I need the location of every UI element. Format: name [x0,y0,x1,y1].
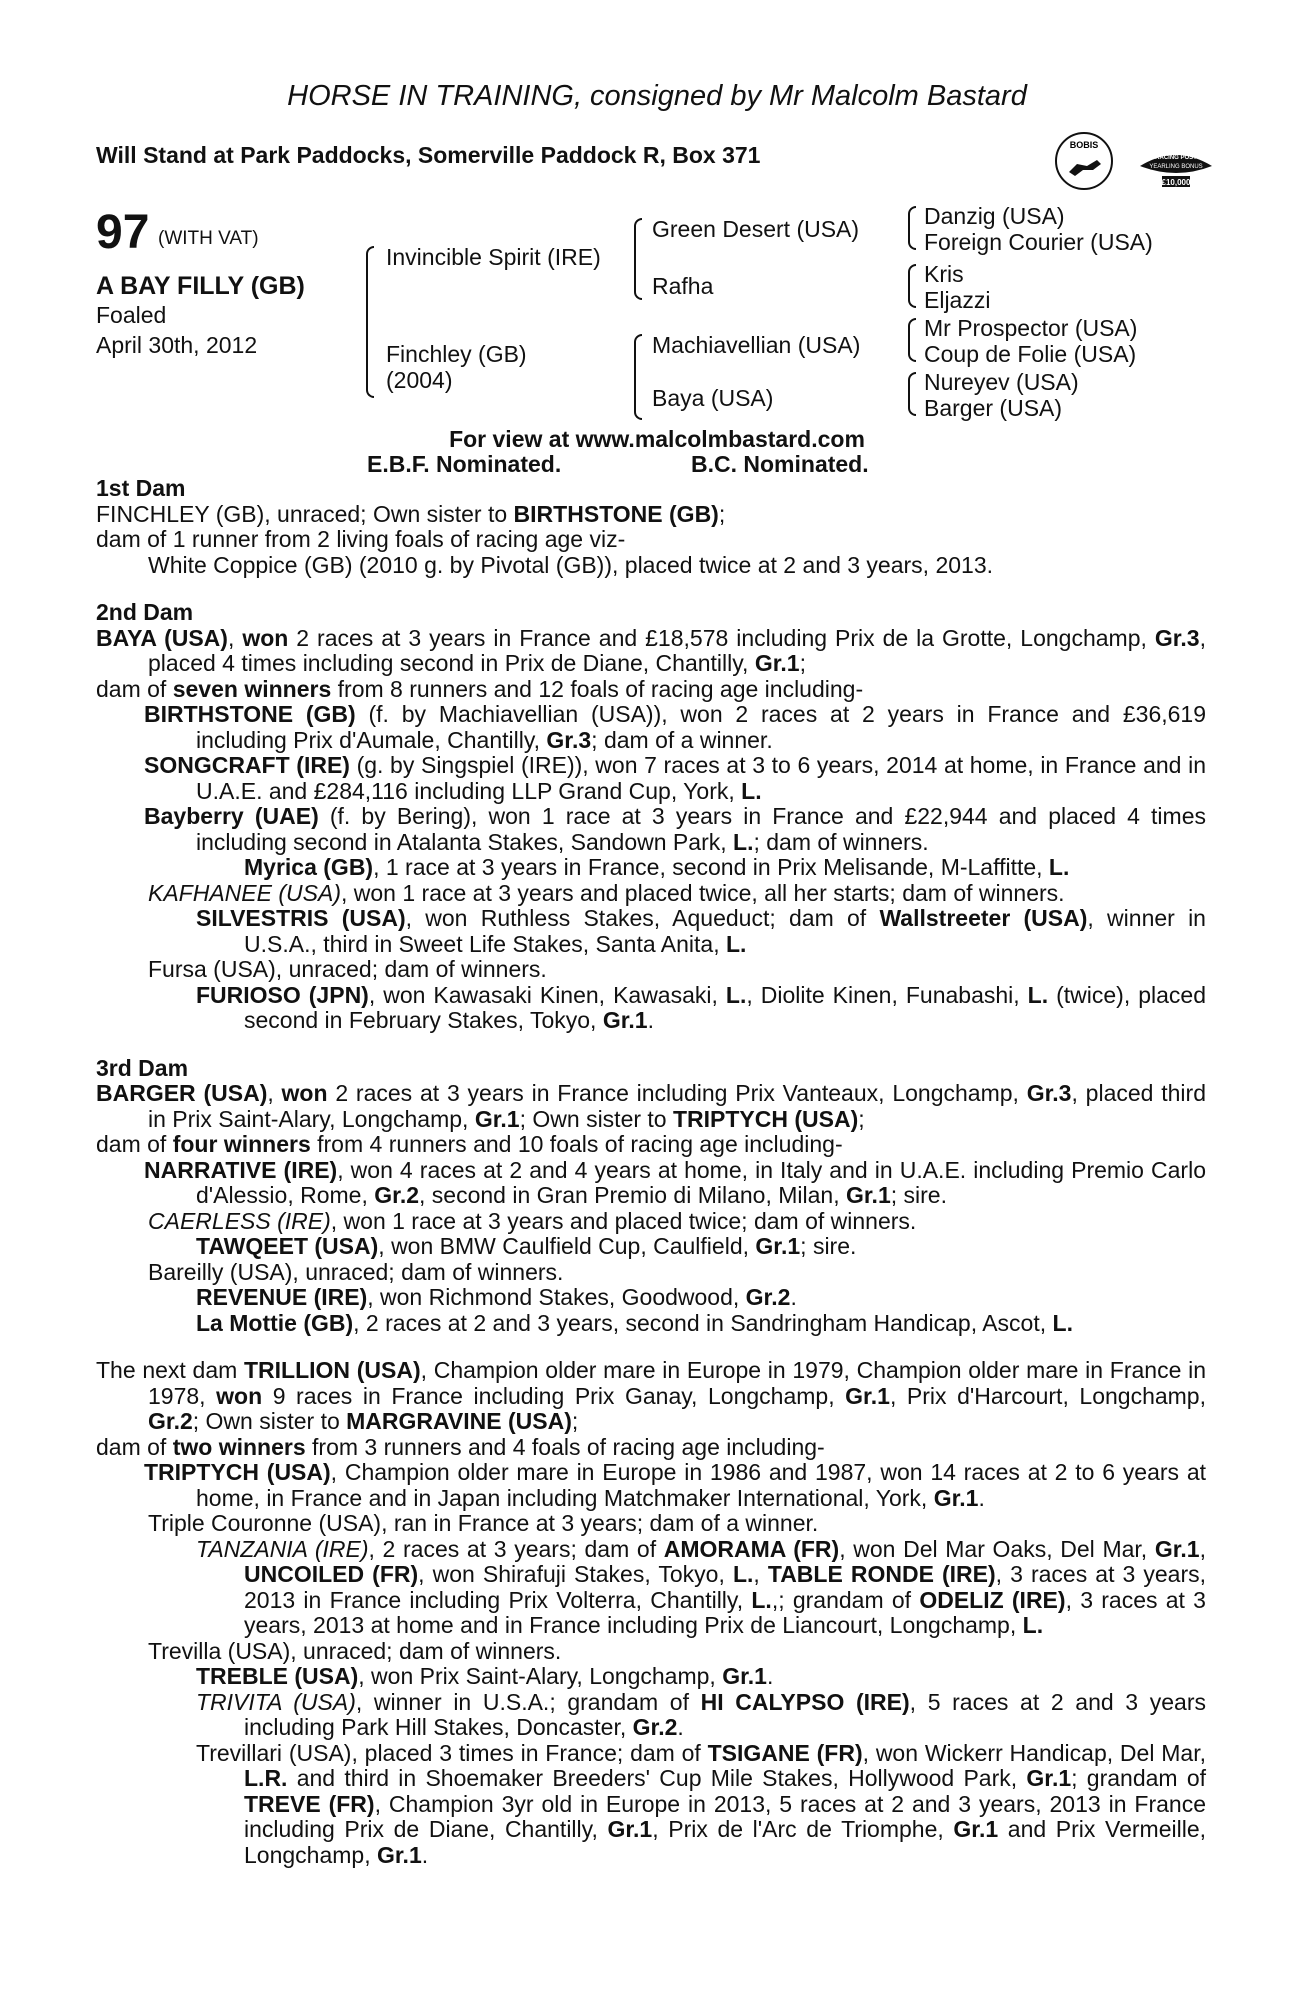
dam-sire-dam: Coup de Folie (USA) [924,341,1137,367]
sire-dam-dam: Eljazzi [924,287,991,313]
third-dam-line: dam of four winners from 4 runners and 10 foals of racing age including- [96,1131,843,1157]
first-dam-heading: 1st Dam [96,475,186,501]
bobis-logo-text: BOBIS [1069,140,1099,150]
pedigree-bracket-dd [908,372,916,416]
sire-sire-dam: Foreign Courier (USA) [924,229,1153,255]
sire-dam-sire: Kris [924,261,964,287]
next-dam-produce: Triple Couronne (USA), ran in France at 3 years; dam of a winner. [148,1510,819,1536]
website-note: For view at www.malcolmbastard.com [449,426,865,452]
third-dam-produce: NARRATIVE (IRE), won 4 races at 2 and 4 years at home, in Italy and in U.A.E. including Premio Carlo d'Alessio, Rome, Gr.2, second in Gran Premio di Milano, Milan, Gr.1; sire. [144,1156,1206,1208]
sire-sire: Green Desert (USA) [652,216,860,242]
yearling-bonus-text: YEARLING BONUS [1149,164,1203,170]
pedigree-bracket-sd [908,264,916,308]
vat-note: (WITH VAT) [158,228,259,249]
second-dam-produce: Bayberry (UAE) (f. by Bering), won 1 race at 3 years in France and £22,944 and placed 4 times including second in Atalanta Stakes, Sandown Park, L.; dam of winners. [144,803,1206,855]
second-dam-entry: BAYA (USA), won 2 races at 3 years in France and £18,578 including Prix de la Grotte, Longchamp, Gr.3, placed 4 times including second in Prix de Diane, Chantilly, Gr.1; [96,624,1206,676]
pedigree-bracket-ds [908,318,916,362]
page-title: HORSE IN TRAINING, consigned by Mr Malcolm Bastard [287,80,1027,112]
next-dam-entry: The next dam TRILLION (USA), Champion older mare in Europe in 1979, Champion older mare in France in 1978, won 9 races in France including Prix Ganay, Longchamp, Gr.1, Prix d'Harcourt, Longchamp, Gr.2; Own sister to MARGRAVINE (USA); [96,1357,1206,1434]
next-dam-grandproduce: TRIVITA (USA), winner in U.S.A.; grandam of HI CALYPSO (IRE), 5 races at 2 and 3 years including Park Hill Stakes, Doncaster, Gr.2. [196,1688,1206,1740]
next-dam-produce: Trevilla (USA), unraced; dam of winners. [148,1637,562,1664]
sire-dam: Rafha [652,273,714,299]
pedigree-bracket-dam [634,334,642,420]
first-dam-line: FINCHLEY (GB), unraced; Own sister to BIRTHSTONE (GB); [96,500,726,527]
ebf-nominated: E.B.F. Nominated. [367,451,562,477]
next-dam-line: dam of two winners from 3 runners and 4 foals of racing age including- [96,1433,825,1460]
dam: Finchley (GB) [386,341,527,367]
bc-nominated: B.C. Nominated. [691,451,869,477]
next-dam-grandproduce: Trevillari (USA), placed 3 times in France; dam of TSIGANE (FR), won Wickerr Handicap, Del Mar, L.R. and third in Shoemaker Breeders' Cup Mile Stakes, Hollywood Park, Gr.1; grandam of TREVE (FR), Champion 3yr old in Europe in 2013, 5 races at 2 and 3 years, 2013 in France including Prix de Diane, Chantilly, Gr.1, Prix de l'Arc de Triomphe, Gr.1 and Prix Vermeille, Longchamp, Gr.1. [196,1739,1207,1868]
pedigree-bracket-ss [908,206,916,250]
third-dam-heading: 3rd Dam [96,1054,189,1081]
first-dam-line: dam of 1 runner from 2 living foals of racing age viz- [96,526,626,552]
next-dam-grandproduce: TANZANIA (IRE), 2 races at 3 years; dam of AMORAMA (FR), won Del Mar Oaks, Del Mar, Gr.1, UNCOILED (FR), won Shirafuji Stakes, Tokyo, L., TABLE RONDE (IRE), 3 races at 3 years, 2013 in France including Prix Volterra, Chantilly, L.,; grandam of ODELIZ (IRE), 3 races at 3 years, 2013 at home and in France including Prix de Liancourt, Longchamp, L. [196,1535,1207,1638]
third-dam-produce: CAERLESS (IRE), won 1 race at 3 years and placed twice; dam of winners. [148,1207,917,1234]
dam-year: (2004) [386,367,453,393]
dam-sire: Machiavellian (USA) [652,332,861,358]
next-dam-produce: TRIPTYCH (USA), Champion older mare in Europe in 1986 and 1987, won 14 races at 2 to 6 years at home, in France and in Japan including Matchmaker International, York, Gr.1. [144,1459,1206,1511]
bonus-amount: £10,000 [1161,178,1191,187]
pedigree-bracket-main [366,246,374,398]
racing-post-text: RACING POST [1155,155,1197,161]
second-dam-heading: 2nd Dam [96,599,194,625]
third-dam-grandproduce: La Mottie (GB), 2 races at 2 and 3 years, second in Sandringham Handicap, Ascot, L. [196,1309,1073,1336]
bobis-logo [1055,132,1113,190]
sire-sire-sire: Danzig (USA) [924,203,1065,229]
stand-location: Will Stand at Park Paddocks, Somerville Paddock R, Box 371 [96,142,761,168]
horse-description: A BAY FILLY (GB) [96,272,305,300]
second-dam-grandproduce: SILVESTRIS (USA), won Ruthless Stakes, Aqueduct; dam of Wallstreeter (USA), winner in U.S.A., third in Sweet Life Stakes, Santa Anita, L. [196,905,1206,957]
second-dam-produce: Fursa (USA), unraced; dam of winners. [148,956,547,982]
second-dam-produce: BIRTHSTONE (GB) (f. by Machiavellian (USA)), won 2 races at 2 years in France and £36,619 including Prix d'Aumale, Chantilly, Gr.3; dam of a winner. [144,701,1207,753]
third-dam-grandproduce: TAWQEET (USA), won BMW Caulfield Cup, Caulfield, Gr.1; sire. [196,1233,857,1259]
second-dam-grandproduce: Myrica (GB), 1 race at 3 years in France, second in Prix Melisande, M-Laffitte, L. [244,854,1070,880]
second-dam-produce: KAFHANEE (USA), won 1 race at 3 years and placed twice, all her starts; dam of winners. [148,879,1065,906]
dam-dam: Baya (USA) [652,385,774,411]
third-dam-entry: BARGER (USA), won 2 races at 3 years in France including Prix Vanteaux, Longchamp, Gr.3, placed third in Prix Saint-Alary, Longchamp, Gr.1; Own sister to TRIPTYCH (USA); [96,1080,1206,1132]
second-dam-line: dam of seven winners from 8 runners and 12 foals of racing age including- [96,675,864,702]
third-dam-grandproduce: REVENUE (IRE), won Richmond Stakes, Goodwood, Gr.2. [196,1284,797,1310]
foaled-label: Foaled [96,302,167,328]
next-dam-grandproduce: TREBLE (USA), won Prix Saint-Alary, Longchamp, Gr.1. [196,1663,774,1689]
second-dam-grandproduce: FURIOSO (JPN), won Kawasaki Kinen, Kawasaki, L., Diolite Kinen, Funabashi, L. (twice), placed second in February Stakes, Tokyo, Gr.1. [196,981,1206,1033]
dam-sire-sire: Mr Prospector (USA) [924,315,1138,341]
dam-dam-sire: Nureyev (USA) [924,369,1079,395]
second-dam-produce: SONGCRAFT (IRE) (g. by Singspiel (IRE)), won 7 races at 3 to 6 years, 2014 at home, in France and in U.A.E. and £284,116 including LLP Grand Cup, York, L. [144,752,1206,804]
first-dam-produce: White Coppice (GB) (2010 g. by Pivotal (GB)), placed twice at 2 and 3 years, 2013. [148,551,994,578]
foaled-date: April 30th, 2012 [96,332,258,358]
third-dam-produce: Bareilly (USA), unraced; dam of winners. [148,1258,564,1285]
pedigree-bracket-sire [634,218,642,300]
yearling-bonus-logo [1136,140,1216,194]
sire: Invincible Spirit (IRE) [386,244,601,270]
catalogue-body [96,476,1206,1868]
lot-number: 97 [96,206,150,259]
dam-dam-dam: Barger (USA) [924,395,1063,421]
